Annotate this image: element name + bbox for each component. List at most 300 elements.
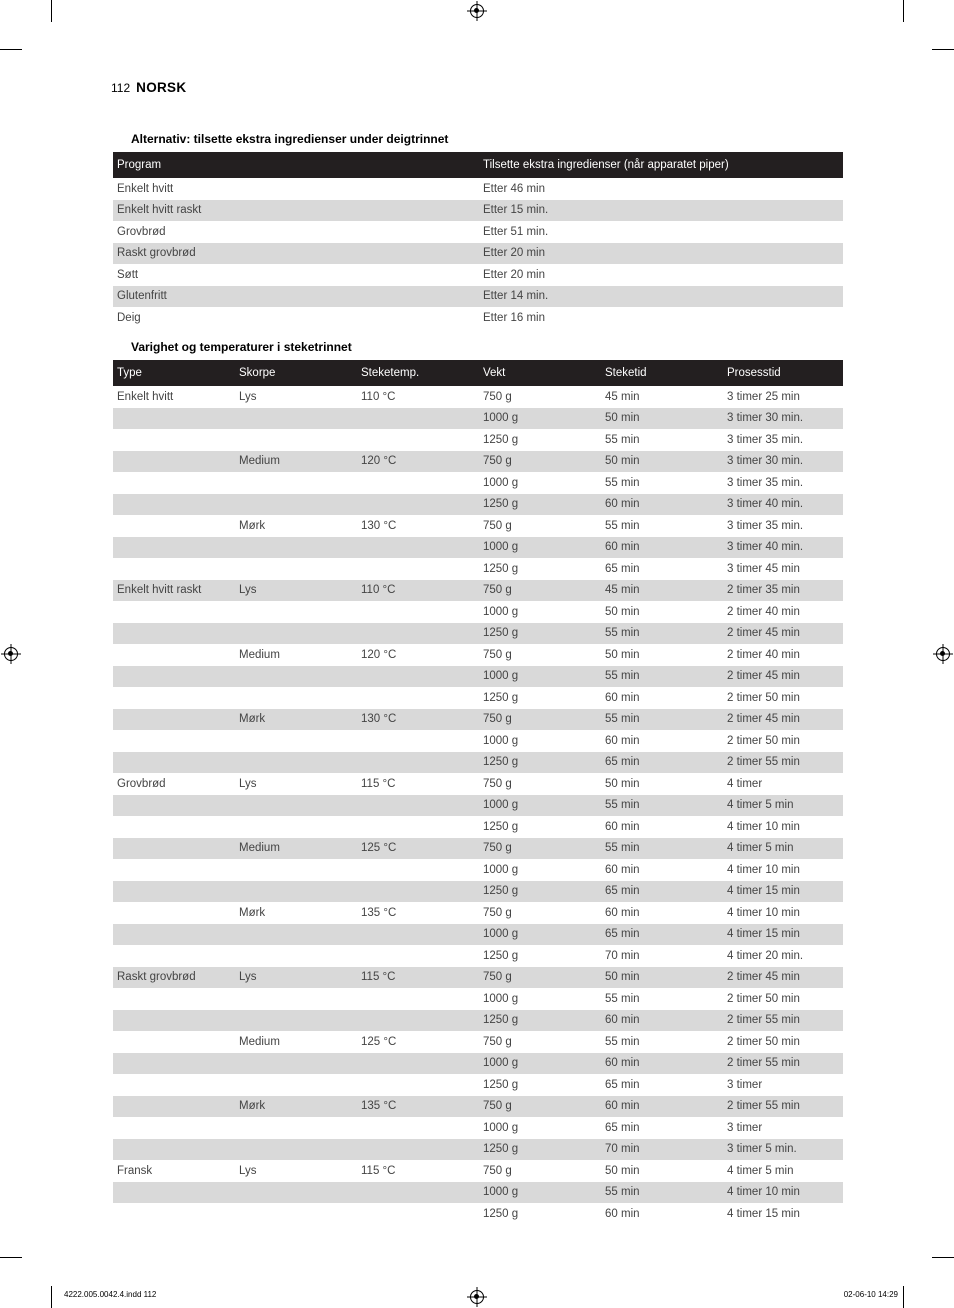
table-cell	[357, 988, 479, 1010]
table-cell	[357, 859, 479, 881]
table-row	[113, 1053, 843, 1075]
table-cell	[235, 1117, 357, 1139]
table-cell: 4 timer 10 min	[727, 906, 800, 919]
table-row	[113, 1031, 843, 1053]
table-cell: 1250 g	[483, 562, 519, 575]
table-cell: 60 min	[605, 820, 640, 833]
table-cell: 115 °C	[361, 777, 396, 790]
table-cell: Mørk	[239, 906, 266, 919]
table-row	[113, 515, 843, 537]
table-cell: 60 min	[605, 863, 640, 876]
table-cell: 2 timer 50 min	[727, 691, 800, 704]
table-cell: Medium	[239, 1035, 280, 1048]
table-cell: 2 timer 50 min	[727, 1035, 800, 1048]
table-cell: 60 min	[601, 494, 723, 516]
baking-table	[113, 360, 843, 1225]
table-header-row	[113, 360, 843, 386]
table-cell	[113, 945, 235, 967]
table-cell	[113, 1096, 235, 1118]
table-cell	[113, 623, 235, 645]
table-cell: 45 min	[601, 580, 723, 602]
table-cell	[357, 1074, 479, 1096]
table-cell: 750 g	[483, 777, 512, 790]
table-cell	[357, 1117, 479, 1139]
column-header: Steketid	[601, 360, 723, 386]
table-row	[113, 1182, 843, 1204]
table-cell: 1250 g	[483, 949, 519, 962]
table-cell: 115 °C	[357, 967, 479, 989]
language-title: NORSK	[136, 80, 187, 95]
table-cell: 3 timer 30 min.	[723, 451, 843, 473]
table-cell	[357, 429, 479, 451]
table-cell	[357, 494, 479, 516]
table-row	[113, 1139, 843, 1161]
table-cell	[357, 881, 479, 903]
table-row	[113, 386, 843, 408]
table-cell: 750 g	[479, 709, 601, 731]
table-row	[113, 773, 843, 795]
table-cell	[357, 1139, 479, 1161]
table-cell: Enkelt hvitt raskt	[113, 580, 235, 602]
table-cell	[113, 1010, 235, 1032]
crop-mark	[51, 0, 52, 22]
table-cell: 110 °C	[357, 580, 479, 602]
table-row	[113, 752, 843, 774]
table-cell: 55 min	[601, 623, 723, 645]
table-cell	[235, 537, 357, 559]
table-cell: 3 timer 35 min.	[727, 476, 804, 489]
table-row	[113, 580, 843, 602]
table-row	[113, 1074, 843, 1096]
table-cell: Medium	[235, 451, 357, 473]
table-cell	[113, 1139, 235, 1161]
table-row	[113, 838, 843, 860]
table-row	[113, 945, 843, 967]
table-cell	[113, 1117, 235, 1139]
table-row	[113, 859, 843, 881]
table-row	[113, 429, 843, 451]
table-row	[113, 178, 843, 200]
table-cell	[357, 1053, 479, 1075]
table-cell: Etter 20 min	[479, 243, 843, 265]
table-cell: 55 min	[601, 1182, 723, 1204]
table-cell: 2 timer 45 min	[723, 709, 843, 731]
column-header: Vekt	[479, 360, 601, 386]
table-cell: 45 min	[605, 390, 640, 403]
table-cell: Grovbrød	[117, 777, 166, 790]
table-cell: Deig	[117, 311, 141, 324]
crop-mark	[51, 1286, 52, 1308]
column-header: Skorpe	[235, 360, 357, 386]
table-cell	[235, 1010, 357, 1032]
table-cell: 135 °C	[357, 1096, 479, 1118]
table-cell: Raskt grovbrød	[113, 243, 479, 265]
crop-mark	[0, 49, 22, 50]
table-cell: 750 g	[483, 906, 512, 919]
table-cell: 1000 g	[479, 408, 601, 430]
table-cell	[113, 838, 235, 860]
table-cell: 55 min	[605, 476, 640, 489]
table-row	[113, 795, 843, 817]
table-cell	[235, 859, 357, 881]
table-cell	[113, 1203, 235, 1225]
table-cell: Glutenfritt	[113, 286, 479, 308]
table-cell	[357, 666, 479, 688]
table-cell	[357, 472, 479, 494]
table-cell	[357, 408, 479, 430]
table-cell	[235, 1053, 357, 1075]
table-cell: 1250 g	[479, 752, 601, 774]
table-cell: Etter 51 min.	[483, 225, 549, 238]
table-cell: 55 min	[605, 992, 640, 1005]
table-cell: 60 min	[601, 1010, 723, 1032]
table-cell	[235, 881, 357, 903]
table-cell	[113, 902, 235, 924]
table-row	[113, 988, 843, 1010]
table-cell: 3 timer 45 min	[727, 562, 800, 575]
table-row	[113, 924, 843, 946]
table-row	[113, 200, 843, 222]
table-cell: 4 timer 5 min	[727, 1164, 794, 1177]
table-cell: Enkelt hvitt raskt	[113, 200, 479, 222]
table-cell	[235, 988, 357, 1010]
table-cell	[113, 795, 235, 817]
table-cell: 1000 g	[479, 924, 601, 946]
table-row	[113, 1117, 843, 1139]
table-cell: 750 g	[483, 390, 512, 403]
table-cell	[235, 472, 357, 494]
table-cell: 1250 g	[483, 1078, 519, 1091]
table-cell: 1250 g	[483, 691, 519, 704]
table-cell: 65 min	[601, 881, 723, 903]
table-cell: 750 g	[479, 838, 601, 860]
table-cell: 2 timer 45 min	[723, 666, 843, 688]
table-cell	[113, 859, 235, 881]
table-cell: 1250 g	[479, 1139, 601, 1161]
table-cell: 2 timer 45 min	[723, 623, 843, 645]
table-cell: 60 min	[601, 537, 723, 559]
table-cell: 65 min	[605, 1121, 640, 1134]
table-cell: 1000 g	[479, 537, 601, 559]
table-cell: 3 timer	[727, 1121, 763, 1134]
table-cell: 120 °C	[357, 451, 479, 473]
table-cell: Medium	[235, 838, 357, 860]
table-row	[113, 967, 843, 989]
table-cell	[113, 515, 235, 537]
registration-mark-icon	[470, 1290, 484, 1304]
table-cell: 750 g	[483, 1035, 512, 1048]
table-cell: 4 timer 15 min	[727, 1207, 800, 1220]
table-cell	[357, 687, 479, 709]
table-cell	[235, 752, 357, 774]
table-row	[113, 243, 843, 265]
table-row	[113, 307, 843, 329]
table-cell	[357, 816, 479, 838]
table-cell: 1000 g	[483, 863, 519, 876]
table-row	[113, 221, 843, 243]
crop-mark	[932, 1257, 954, 1258]
table-cell	[235, 730, 357, 752]
table-cell: 1250 g	[479, 881, 601, 903]
table-cell	[113, 730, 235, 752]
crop-mark	[903, 0, 904, 22]
table-cell: 3 timer 40 min.	[723, 537, 843, 559]
table-cell	[113, 709, 235, 731]
table-row	[113, 537, 843, 559]
table-cell	[113, 558, 235, 580]
footer-date-time: 02-06-10 14:29	[843, 1290, 898, 1299]
table-cell	[113, 924, 235, 946]
table-cell: 2 timer 55 min	[723, 1096, 843, 1118]
table-cell	[235, 494, 357, 516]
table-cell: 55 min	[605, 519, 640, 532]
table-cell: 2 timer 55 min	[723, 752, 843, 774]
table-cell: 125 °C	[357, 838, 479, 860]
table-cell: 60 min	[601, 1096, 723, 1118]
table-cell: 115 °C	[361, 1164, 396, 1177]
table-cell: Etter 46 min	[483, 182, 545, 195]
table-row	[113, 687, 843, 709]
table-cell	[235, 924, 357, 946]
table-cell: Fransk	[117, 1164, 153, 1177]
table-cell	[113, 687, 235, 709]
table-cell: 2 timer 40 min	[727, 648, 800, 661]
table-cell	[235, 687, 357, 709]
table-row	[113, 623, 843, 645]
table-cell	[357, 1182, 479, 1204]
table-cell: 50 min	[601, 967, 723, 989]
table-cell: 750 g	[479, 1096, 601, 1118]
table-row	[113, 730, 843, 752]
table-cell: 3 timer	[727, 1078, 763, 1091]
table-cell	[113, 1031, 235, 1053]
table-cell	[235, 1074, 357, 1096]
table-cell: 4 timer 15 min	[723, 881, 843, 903]
table-row	[113, 1203, 843, 1225]
table-cell	[113, 1182, 235, 1204]
table-row	[113, 666, 843, 688]
page-header	[111, 80, 186, 95]
table-cell: Etter 16 min	[483, 311, 545, 324]
table-cell	[357, 752, 479, 774]
table-cell: 4 timer 5 min	[723, 838, 843, 860]
table-header-row	[113, 152, 843, 178]
table-cell: 65 min	[605, 562, 640, 575]
table-cell: 55 min	[601, 666, 723, 688]
table-row	[113, 644, 843, 666]
table-cell: 4 timer 10 min	[723, 1182, 843, 1204]
table-cell: 50 min	[605, 777, 640, 790]
table-cell	[113, 816, 235, 838]
table-cell: 1250 g	[483, 820, 519, 833]
table-cell: 4 timer 10 min	[727, 863, 800, 876]
table-cell: 110 °C	[361, 390, 396, 403]
table-cell: 120 °C	[361, 648, 397, 661]
table-cell	[235, 1139, 357, 1161]
table-cell	[113, 472, 235, 494]
table-cell	[235, 429, 357, 451]
table-cell	[113, 408, 235, 430]
table-cell	[235, 408, 357, 430]
table-cell	[235, 558, 357, 580]
column-header: Type	[113, 360, 235, 386]
table-cell: 60 min	[605, 734, 640, 747]
table-cell: 1000 g	[479, 666, 601, 688]
table-cell: Etter 20 min	[483, 268, 545, 281]
table-cell: 3 timer 5 min.	[723, 1139, 843, 1161]
table-row	[113, 902, 843, 924]
table-cell: Etter 14 min.	[479, 286, 843, 308]
table-cell	[235, 1203, 357, 1225]
table-cell	[113, 666, 235, 688]
table-row	[113, 494, 843, 516]
table-cell	[113, 601, 235, 623]
table-cell: 125 °C	[361, 1035, 397, 1048]
table-cell: Mørk	[239, 519, 266, 532]
table-row	[113, 709, 843, 731]
table-cell	[113, 494, 235, 516]
table-cell: 50 min	[605, 648, 640, 661]
table-cell: 2 timer 55 min	[723, 1053, 843, 1075]
table-cell: Enkelt hvitt	[117, 390, 174, 403]
table-cell: Lys	[239, 390, 257, 403]
table-cell	[235, 795, 357, 817]
table-cell: 1250 g	[483, 1207, 519, 1220]
table-row	[113, 451, 843, 473]
table-cell	[113, 644, 235, 666]
table-cell: 130 °C	[357, 709, 479, 731]
footer-file-info: 4222.005.0042.4.indd 112	[64, 1290, 157, 1299]
table-cell	[235, 666, 357, 688]
crop-mark	[903, 1286, 904, 1308]
table-cell: Enkelt hvitt	[117, 182, 174, 195]
table-cell	[113, 537, 235, 559]
table-cell: Lys	[239, 777, 257, 790]
table-cell: 55 min	[605, 433, 640, 446]
table-row	[113, 286, 843, 308]
page-number: 112	[111, 81, 131, 95]
table-cell	[357, 1010, 479, 1032]
table-cell: 1000 g	[483, 1121, 519, 1134]
table-cell	[357, 945, 479, 967]
table-cell: 50 min	[605, 1164, 640, 1177]
table-cell: 4 timer 10 min	[727, 820, 800, 833]
section-title-baking: Varighet og temperaturer i steketrinnet	[131, 340, 352, 354]
column-header: Steketemp.	[357, 360, 479, 386]
table-cell	[113, 752, 235, 774]
table-cell: 55 min	[601, 709, 723, 731]
table-row	[113, 472, 843, 494]
table-cell	[235, 1182, 357, 1204]
table-cell: 3 timer 25 min	[727, 390, 800, 403]
table-cell: 4 timer 5 min	[723, 795, 843, 817]
table-cell: 55 min	[605, 1035, 640, 1048]
table-cell: 1000 g	[479, 1182, 601, 1204]
table-cell	[357, 924, 479, 946]
table-cell: Mørk	[235, 709, 357, 731]
table-row	[113, 1160, 843, 1182]
table-cell: 1000 g	[479, 1053, 601, 1075]
table-cell	[357, 558, 479, 580]
table-cell: Raskt grovbrød	[113, 967, 235, 989]
table-cell: 60 min	[605, 691, 640, 704]
table-cell: 4 timer 15 min	[723, 924, 843, 946]
table-cell: 750 g	[479, 967, 601, 989]
table-cell: 1000 g	[483, 605, 519, 618]
table-cell: 3 timer 30 min.	[723, 408, 843, 430]
table-cell	[113, 451, 235, 473]
table-cell: 55 min	[601, 838, 723, 860]
table-cell: 3 timer 35 min.	[727, 519, 804, 532]
table-cell	[357, 795, 479, 817]
table-cell: 2 timer 35 min	[723, 580, 843, 602]
registration-mark-icon	[936, 647, 950, 661]
table-cell	[235, 623, 357, 645]
table-cell: Mørk	[235, 1096, 357, 1118]
column-header: Tilsette ekstra ingredienser (når apparatet piper)	[479, 152, 843, 178]
registration-mark-icon	[4, 647, 18, 661]
table-cell	[357, 537, 479, 559]
table-cell	[357, 730, 479, 752]
table-cell	[357, 623, 479, 645]
section-title-ingredients: Alternativ: tilsette ekstra ingredienser under deigtrinnet	[131, 132, 449, 146]
table-row	[113, 601, 843, 623]
table-cell	[113, 1074, 235, 1096]
table-cell: 2 timer 50 min	[727, 992, 800, 1005]
table-cell: 750 g	[479, 580, 601, 602]
table-cell: 2 timer 55 min	[723, 1010, 843, 1032]
table-cell: Søtt	[117, 268, 139, 281]
table-cell: 2 timer 45 min	[723, 967, 843, 989]
table-cell: 750 g	[479, 451, 601, 473]
table-cell	[235, 816, 357, 838]
table-cell: Lys	[235, 967, 357, 989]
table-cell: 65 min	[601, 752, 723, 774]
table-cell: 2 timer 50 min	[727, 734, 800, 747]
table-cell: 750 g	[483, 519, 512, 532]
table-cell: 2 timer 40 min	[727, 605, 800, 618]
table-row	[113, 1096, 843, 1118]
table-cell: 750 g	[483, 1164, 512, 1177]
table-cell: 50 min	[601, 408, 723, 430]
table-cell: 50 min	[605, 605, 640, 618]
table-row	[113, 264, 843, 286]
table-cell: Lys	[235, 580, 357, 602]
crop-mark	[0, 1257, 22, 1258]
table-cell: 55 min	[601, 795, 723, 817]
table-cell: 1000 g	[479, 795, 601, 817]
table-cell: 1250 g	[479, 1010, 601, 1032]
crop-mark	[932, 49, 954, 50]
column-header: Program	[113, 152, 479, 178]
table-cell	[113, 988, 235, 1010]
table-cell: Medium	[239, 648, 280, 661]
table-cell	[113, 1053, 235, 1075]
table-cell	[357, 1203, 479, 1225]
table-cell: Etter 15 min.	[479, 200, 843, 222]
table-cell: 4 timer	[727, 777, 763, 790]
table-cell	[113, 429, 235, 451]
registration-mark-icon	[470, 4, 484, 18]
table-cell: 65 min	[605, 1078, 640, 1091]
table-row	[113, 881, 843, 903]
table-cell	[113, 881, 235, 903]
table-row	[113, 816, 843, 838]
table-cell: 70 min	[605, 949, 640, 962]
table-cell: 1000 g	[483, 476, 519, 489]
table-row	[113, 408, 843, 430]
table-cell: 50 min	[601, 451, 723, 473]
